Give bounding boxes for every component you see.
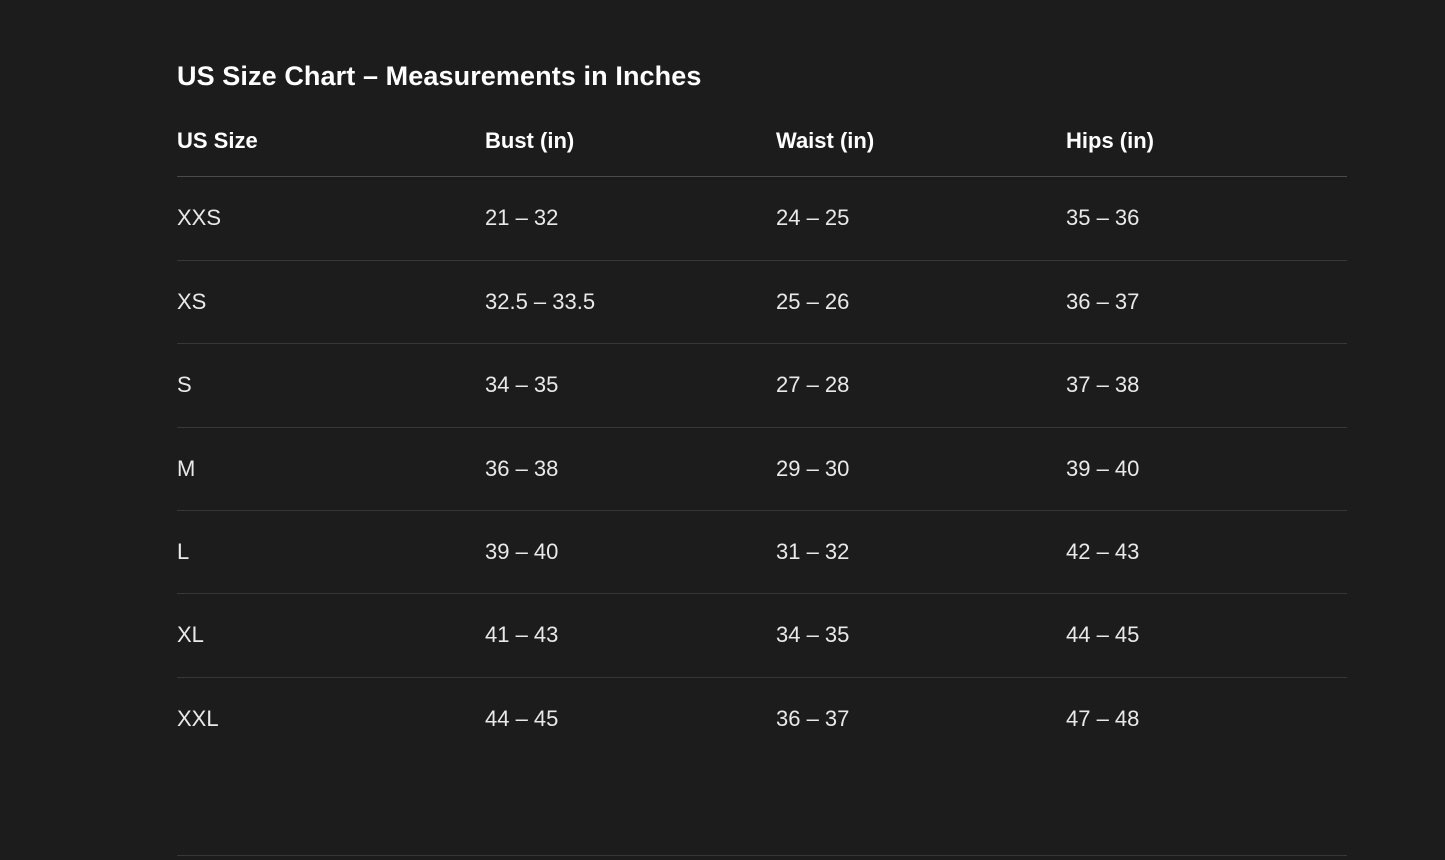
cell-us-size: XXS [177,177,485,260]
table-row [177,344,1347,427]
cell-hips: 39 – 40 [1066,427,1347,510]
cell-bust: 32.5 – 33.5 [485,260,776,343]
cell-us-size: M [177,427,485,510]
cell-hips: 42 – 43 [1066,510,1347,593]
cell-us-size: XS [177,260,485,343]
table-header [177,128,1347,177]
column-header-waist: Waist (in) [776,128,1066,177]
size-chart-table [177,128,1347,760]
page-title: US Size Chart – Measurements in Inches [177,61,702,91]
cell-hips: 44 – 45 [1066,594,1347,677]
cell-bust: 41 – 43 [485,594,776,677]
cell-us-size: XL [177,594,485,677]
cell-us-size: XXL [177,705,219,731]
cell-hips: 35 – 36 [1066,177,1347,260]
footer-divider [177,855,1347,856]
cell-waist: 31 – 32 [776,510,1066,593]
table-header-row [177,128,1347,177]
table-row [177,427,1347,510]
cell-waist: 36 – 37 [776,705,850,731]
cell-bust: 36 – 38 [485,427,776,510]
table-row [177,260,1347,343]
table-row [177,510,1347,593]
cell-bust: 39 – 40 [485,510,776,593]
cell-hips: 36 – 37 [1066,260,1347,343]
table-row [177,594,1347,677]
size-chart-content [177,60,1347,760]
cell-bust: 34 – 35 [485,344,776,427]
column-header-hips: Hips (in) [1066,128,1347,177]
cell-hips: 47 – 48 [1066,705,1140,731]
table-row [177,177,1347,260]
cell-waist: 25 – 26 [776,260,1066,343]
column-header-us-size: US Size [177,128,485,177]
table-body [177,177,1347,760]
cell-bust: 44 – 45 [485,705,559,731]
cell-waist: 34 – 35 [776,594,1066,677]
cell-waist: 29 – 30 [776,427,1066,510]
column-header-bust: Bust (in) [485,128,776,177]
cell-us-size: S [177,344,485,427]
cell-us-size: L [177,510,485,593]
cell-hips: 37 – 38 [1066,344,1347,427]
cell-waist: 24 – 25 [776,177,1066,260]
table-row [177,677,1347,760]
cell-bust: 21 – 32 [485,177,776,260]
cell-waist: 27 – 28 [776,344,1066,427]
